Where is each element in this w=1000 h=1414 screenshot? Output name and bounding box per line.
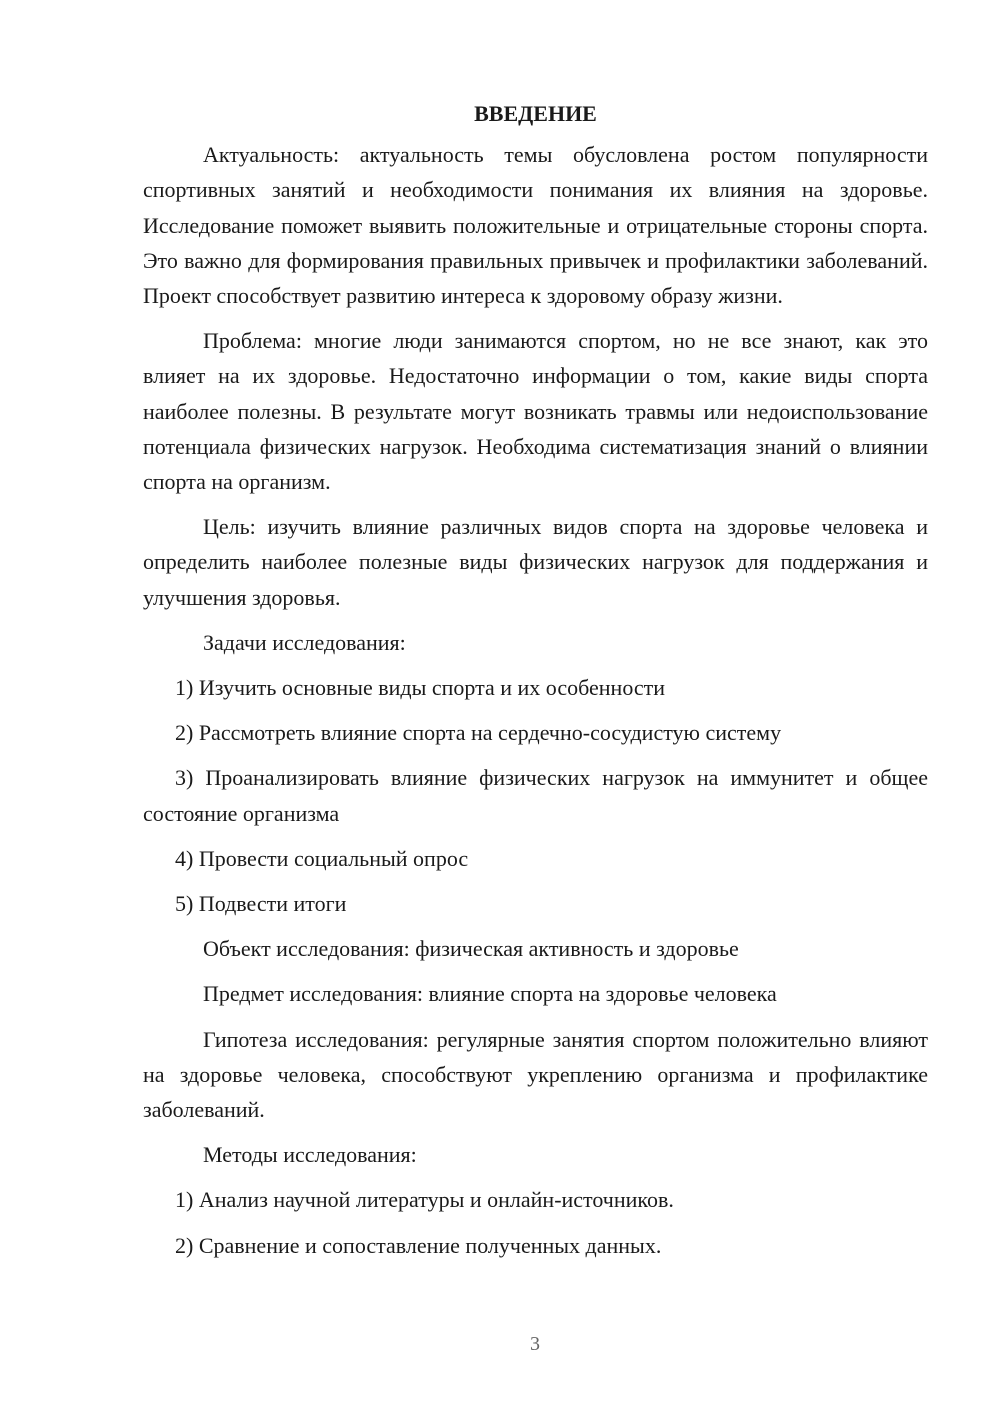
task-item-2: 2) Рассмотреть влияние спорта на сердечно-сосудистую систему xyxy=(175,720,782,746)
page-number: 3 xyxy=(530,1333,540,1355)
problem-paragraph: Проблема: многие люди занимаются спортом, но не все знают, как это влияет на их здоровье. Недостаточно информации о том, какие виды спорта наиболее полезны. В результате могут возникать травмы или недоиспользование потенциала физических нагрузок. Необходима систематизация знаний о влиянии спорта на организм. xyxy=(143,328,928,495)
tasks-heading: Задачи исследования: xyxy=(203,629,406,655)
task-item-1: 1) Изучить основные виды спорта и их особенности xyxy=(175,675,666,701)
hypothesis-paragraph: Гипотеза исследования: регулярные занятия спортом положительно влияют на здоровье человека, способствуют укреплению организма и профилактике заболеваний. xyxy=(143,1026,928,1123)
section-title: ВВЕДЕНИЕ xyxy=(474,101,597,126)
method-item-1: 1) Анализ научной литературы и онлайн-источников. xyxy=(175,1187,674,1213)
goal-paragraph: Цель: изучить влияние различных видов спорта на здоровье человека и определить наиболее полезные виды физических нагрузок для поддержания и улучшения здоровья. xyxy=(143,514,928,610)
relevance-paragraph: Актуальность: актуальность темы обусловлена ростом популярности спортивных занятий и необходимости понимания их влияния на здоровье. Исследование поможет выявить положительные и отрицательные стороны спорта. Это важно для формирования правильных привычек и профилактики заболеваний. Проект способствует развитию интереса к здоровому образу жизни. xyxy=(143,142,928,309)
object-paragraph: Объект исследования: физическая активность и здоровье xyxy=(203,936,739,962)
methods-heading: Методы исследования: xyxy=(203,1142,417,1168)
task-item-3: 3) Проанализировать влияние физических нагрузок на иммунитет и общее состояние организма xyxy=(143,765,928,826)
subject-paragraph: Предмет исследования: влияние спорта на здоровье человека xyxy=(203,981,777,1007)
task-item-5: 5) Подвести итоги xyxy=(175,891,347,917)
method-item-2: 2) Сравнение и сопоставление полученных данных. xyxy=(175,1232,662,1258)
task-item-4: 4) Провести социальный опрос xyxy=(175,845,469,871)
page-content xyxy=(143,96,928,1273)
